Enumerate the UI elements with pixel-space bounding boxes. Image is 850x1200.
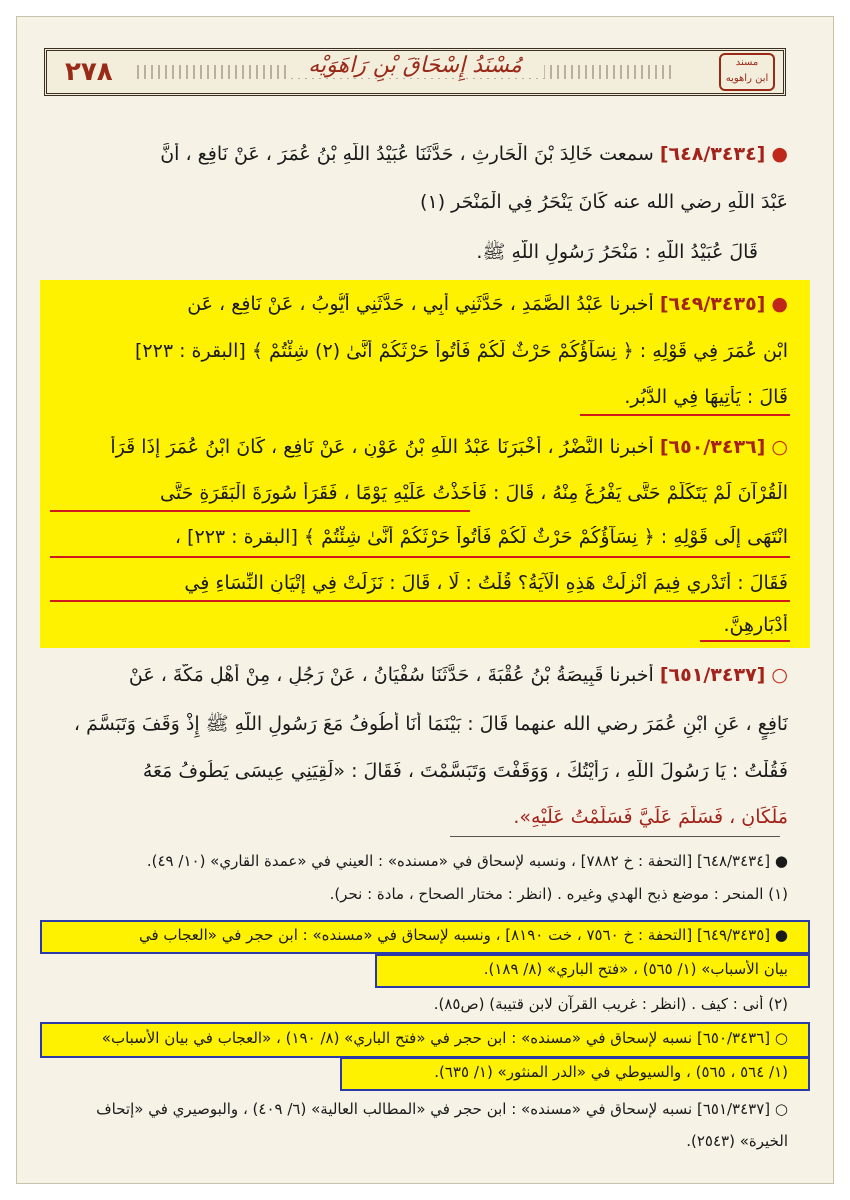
footnote-650-line-1: ○ [٦٥٠/٣٤٣٦] نسبه لإسحاق في «مسنده» : ابن حجر في «فتح الباري» (٨/ ١٩٠) ، «العجاب في بيان الأسباب» xyxy=(101,1029,788,1047)
hadith-651-bullet: ○ xyxy=(771,664,788,686)
hadith-648-bullet: ● xyxy=(771,143,788,165)
footnote-650-line-2: (١/ ٥٦٤ ، ٥٦٥) ، والسيوطي في «الدر المنثور» (١/ ٦٣٥). xyxy=(434,1063,788,1081)
hadith-649-text-1: أخبرنا عَبْدُ الصَّمَدِ ، حَدَّثَنِي أَبِي ، حَدَّثَنِي أَيُّوبُ ، عَنْ نَافِعٍ ، عَنِ xyxy=(187,293,654,315)
hadith-649-number: [٦٤٩/٣٤٣٥] xyxy=(659,293,766,315)
page-header xyxy=(44,48,786,96)
hadith-650-line-1 xyxy=(58,436,788,458)
hadith-651-line-1 xyxy=(58,664,788,686)
hadith-648-text-1: سمعت خَالِدَ بْنَ الْحَارِثِ ، حَدَّثَنَا عُبَيْدُ اللَّهِ بْنُ عُمَرَ ، عَنْ نَافِعٍ ، أَنَّ xyxy=(160,143,654,165)
hadith-650-number: [٦٥٠/٣٤٣٦] xyxy=(659,436,766,458)
footnote-divider xyxy=(450,836,780,837)
hadith-648-line-2: عَبْدَ اللَّهِ رضي الله عنه كَانَ يَنْحَرُ فِي الْمَنْحَرِ (١) xyxy=(420,191,788,213)
hadith-651-line-2: نَافِعٍ ، عَنِ ابْنِ عُمَرَ رضي الله عنهما قَالَ : بَيْنَمَا أَنَا أَطُوفُ مَعَ رَسُولِ اللَّهِ ﷺ إِذْ وَقَفَ وَتَبَسَّمَ ، xyxy=(73,713,788,735)
footnote-648: ● [٦٤٨/٣٤٣٤] [التحفة : خ ٧٨٨٢] ، ونسبه لإسحاق في «مسنده» : العيني في «عمدة القاري» (١٠/ ٤٩). xyxy=(146,852,788,870)
hadith-651-text-1: أخبرنا قَبِيصَةُ بْنُ عُقْبَةَ ، حَدَّثَنَا سُفْيَانُ ، عَنْ رَجُلٍ ، مِنْ أَهْلِ مَكَّةَ ، عَنْ xyxy=(128,664,654,686)
footnote-648-note: (١) المنحر : موضع ذبح الهدي وغيره . (انظر : مختار الصحاح ، مادة : نحر). xyxy=(329,885,788,903)
underline-650-b xyxy=(50,556,790,558)
hadith-648-line-3: قَالَ عُبَيْدُ اللَّهِ : مَنْحَرُ رَسُولِ اللَّهِ ﷺ. xyxy=(476,241,758,263)
hadith-648-number: [٦٤٨/٣٤٣٤] xyxy=(659,143,766,165)
hadith-648-line-1 xyxy=(58,143,788,165)
footnote-649-line-2: بيان الأسباب» (١/ ٥٦٥) ، «فتح الباري» (٨/ ١٨٩). xyxy=(483,960,788,978)
footnote-649-note: (٢) أنى : كيف . (انظر : غريب القرآن لابن قتيبة) (ص٨٥). xyxy=(433,995,788,1013)
underline-649 xyxy=(580,414,790,416)
hadith-649-line-2: ابْنِ عُمَرَ فِي قَوْلِهِ : ﴿ نِسَآؤُكُمْ حَرْثٌ لَّكُمْ فَأْتُواْ حَرْثَكُمْ أَنَّىٰ (٢) شِئْتُمْ ﴾ [البقرة : ٢٢٣] xyxy=(134,340,788,362)
hadith-650-line-3: انْتَهَى إِلَى قَوْلِهِ : ﴿ نِسَآؤُكُمْ حَرْثٌ لَّكُمْ فَأْتُواْ حَرْثَكُمْ أَنَّىٰ شِئْتُمْ ﴾ [البقرة : ٢٢٣] ، xyxy=(174,526,788,548)
footnote-651-line-1: ○ [٦٥١/٣٤٣٧] نسبه لإسحاق في «مسنده» : ابن حجر في «المطالب العالية» (٦/ ٤٠٩) ، والبوصيري في «إتحاف xyxy=(96,1100,788,1118)
hadith-650-bullet: ○ xyxy=(771,436,788,458)
hadith-650-text-1: أخبرنا النَّضْرُ ، أَخْبَرَنَا عَبْدُ اللَّهِ بْنُ عَوْنٍ ، عَنْ نَافِعٍ ، كَانَ ابْنُ عُمَرَ إِذَا قَرَأَ xyxy=(110,436,654,458)
hadith-650-line-2: الْقُرْآنَ لَمْ يَتَكَلَّمْ حَتَّى يَفْرُغَ مِنْهُ ، قَالَ : فَأَخَذْتُ عَلَيْهِ يَوْمًا ، فَقَرَأَ سُورَةَ الْبَقَرَةِ حَتَّى xyxy=(160,482,788,504)
underline-650-a xyxy=(50,510,470,512)
hadith-650-line-4: فَقَالَ : أَتَدْرِي فِيمَ أُنْزِلَتْ هَذِهِ الْآيَةُ؟ قُلْتُ : لَا ، قَالَ : نَزَلَتْ فِي إِتْيَانِ النِّسَاءِ فِي xyxy=(184,572,788,594)
hadith-650-line-5: أَدْبَارِهِنَّ. xyxy=(723,614,788,636)
hadith-651-number: [٦٥١/٣٤٣٧] xyxy=(659,664,766,686)
page-number: ٢٧٨ xyxy=(65,57,113,87)
book-seal-logo: مسند ابن راهويه xyxy=(719,53,775,91)
book-title: مُسْنَدُ إِسْحَاقَ بْنِ رَاهَوَيْه xyxy=(286,53,544,78)
hadith-651-line-4: مَلَكَانِ ، فَسَلَّمَ عَلَيَّ فَسَلَّمْتُ عَلَيْهِ». xyxy=(513,806,788,828)
hadith-649-line-3: قَالَ : يَأْتِيهَا فِي الدُّبُرِ. xyxy=(624,386,788,408)
hadith-649-line-1 xyxy=(58,293,788,315)
underline-650-c xyxy=(50,600,790,602)
hadith-651-line-3: فَقُلْتُ : يَا رَسُولَ اللَّهِ ، رَأَيْتُكَ ، وَوَقَفْتَ وَتَبَسَّمْتَ ، فَقَالَ : «لَقِيَنِي عِيسَى يَطُوفُ مَعَهُ xyxy=(142,760,788,782)
footnote-649-line-1: ● [٦٤٩/٣٤٣٥] [التحفة : خ ٧٥٦٠ ، خت ٨١٩٠] ، ونسبه لإسحاق في «مسنده» : ابن حجر في «العجاب في xyxy=(138,926,788,944)
footnote-651-line-2: الخيرة» (٢٥٤٣). xyxy=(686,1132,788,1150)
hadith-649-bullet: ● xyxy=(771,293,788,315)
underline-650-d xyxy=(700,640,790,642)
